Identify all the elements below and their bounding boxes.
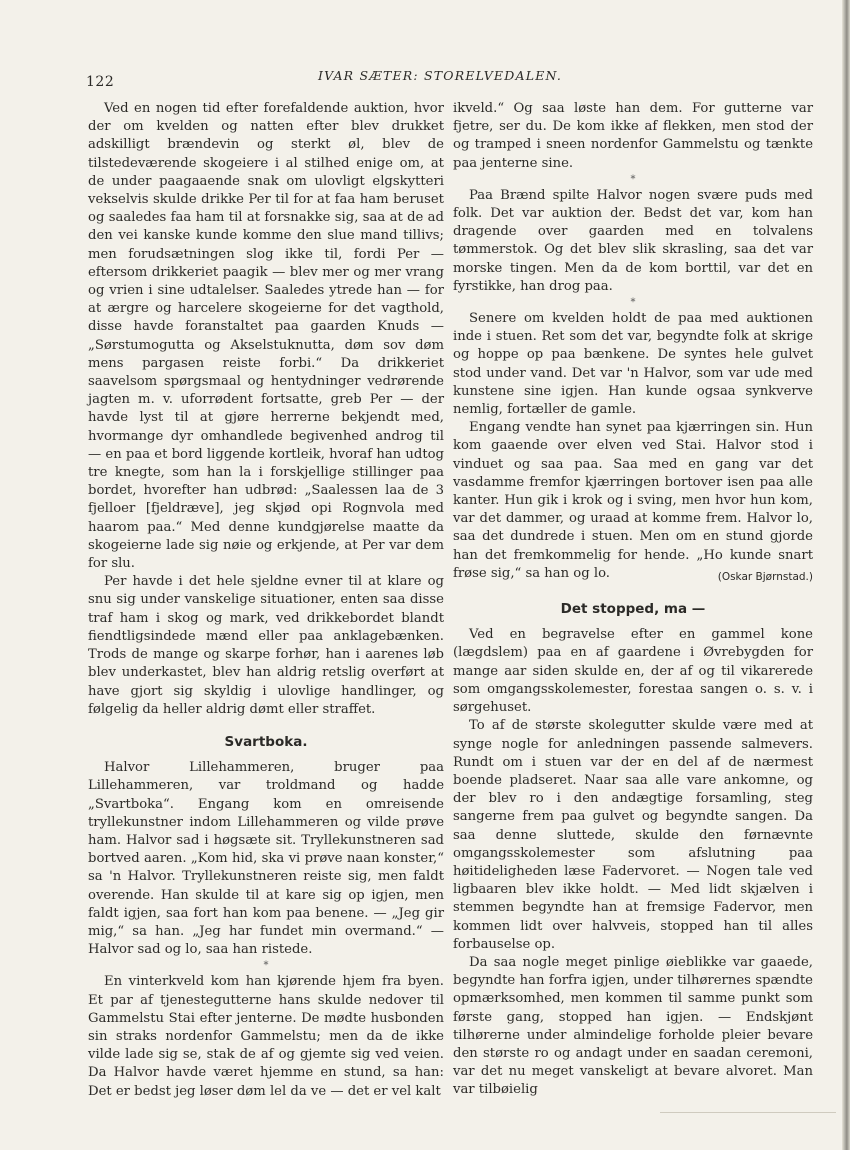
paragraph: To af de største skolegutter skulde være med at synge nogle for anledningen passende salmevers. Rundt om i stuen var der en del af de nærmest boende pladseret. Naar saa alle vare ankomne, og der blev ro i den andægtige forsamling, steg sangerne frem paa gulvet og begyndte sangen. Da saa denne sluttede, skulde den førnævnte omgangsskolemester som afslutning paa høitideligheden læse Fadervoret. — Nogen tale ved ligbaaren blev ikke holdt. — Med lidt skjælven i stemmen begyndte han at fremsige Fadervor, men kommen lidt over halvveis, stopped han til alles forbauselse op. <box>453 718 813 952</box>
section-title-det-stopped: Det stopped, ma — <box>560 601 706 618</box>
paragraph: En vinterkveld kom han kjørende hjem fra byen. Et par af tjenestegutterne hans skulde nedover til Gammelstu Stai efter jenterne. De mødte husbonden sin straks nordenfor Gammelstu; men da de ikke vilde lade sig se, stak de af og gjemte sig ved veien. Da Halvor havde været hjemme en stund, sa han: Det er bedst jeg løser døm lel da ve — det er vel kalt <box>88 974 444 1099</box>
section-title-svartboka: Svartboka. <box>224 733 308 750</box>
paragraph-continued: ikveld.“ Og saa løste han dem. For gutterne var fjetre, ser du. De kom ikke af flekken, men stod der og tramped i sneen nordenfor Gammelstu og tænkte paa jenterne sine. <box>453 101 813 171</box>
book-spine-edge <box>842 0 850 1150</box>
author-signature: (Oskar Bjørnstad.) <box>717 570 813 583</box>
paragraph: Ved en begravelse efter en gammel kone (lægdslem) paa en af gaardene i Øvrebygden for mange aar siden skulde en, der af og til vikarerede som omgangsskolemester, forestaa sangen o. s. v. i sørgehuset. <box>453 627 813 716</box>
paragraph: Ved en nogen tid efter forefaldende auktion, hvor der om kvelden og natten efter blev drukket adskilligt brændevin og sterkt øl, blev de tilstedeværende skogeiere i al stilhed enige om, at de under paagaaende snak om ulovligt elgskytteri vekselvis skulde drikke Per til for at faa ham beruset og saaledes faa ham til at forsnakke sig, saa at de ad den vei kanske kunde komme den slue mand tillivs; men forudsætningen slog ikke til, fordi Per — eftersom drikkeriet paagik — blev mer og mer vrang og vrien i sine udtalelser. Saaledes ytrede han — for at ærgre og harcelere skogeierne for det vagthold, disse havde foranstaltet paa gaarden Knuds — „Sørstumogutta og Akselstuknutta, døm sov døm mens pargasen reiste forbi.“ Da drikkeriet saavelsom spørgsmaal og hentydninger vedrørende jagten m. v. uforrødent fortsatte, greb Per — der havde lyst til at gjøre herrerne bekjendt med, hvormange dyr omhandlede begivenhed androg til — en paa et bord liggende kortleik, hvoraf han udtog tre knegte, som han la i forskjellige stillinger paa bordet, hvorefter han udbrød: „Saalessen laa de 3 fjelloer [fjeldræve], jeg skjød opi Rognvola med haarom paa.“ Med denne kundgjørelse maatte da skogeierne lade sig nøie og erkjende, at Per var dem for slu. <box>88 101 444 572</box>
right-column <box>453 100 813 1100</box>
section-separator-asterisk: * <box>630 297 636 309</box>
paragraph <box>453 419 813 583</box>
paragraph: Paa Brænd spilte Halvor nogen svære puds med folk. Det var auktion der. Bedst det var, kom han dragende over gaarden med en tolvalens tømmerstok. Og det blev slik skrasling, saa det var morske tingen. Men da de kom borttil, var det en fyrstikke, han drog paa. <box>453 187 813 294</box>
running-head: IVAR SÆTER: STORELVEDALEN. <box>317 68 563 83</box>
page-edge-line <box>660 1112 836 1113</box>
section-separator-asterisk: * <box>630 173 636 185</box>
paragraph: Per havde i det hele sjeldne evner til at klare og snu sig under vanskelige situationer, enten saa disse traf ham i skog og mark, ved drikkebordet blandt fiendtligsindede mænd eller paa anklagebænken. Trods de mange og skarpe forhør, han i aarenes løb blev underkastet, blev han aldrig retslig overført at have gjort sig skyldig i ulovlige handlinger, og følgelig da heller aldrig dømt eller straffet. <box>88 574 444 717</box>
left-column <box>88 100 444 1101</box>
paragraph: Da saa nogle meget pinlige øieblikke var gaaede, begyndte han forfra igjen, under tilhørernes spændte opmærksomhed, men kommen til samme punkt som første gang, stopped han igjen. — Endskjønt tilhørerne under almindelige forholde pleier bevare den største ro og andagt under en saadan ceremoni, var det nu meget vanskeligt at bevare alvoret. Man var tilbøielig <box>453 954 813 1098</box>
paragraph: Halvor Lillehammeren, bruger paa Lillehammeren, var troldmand og hadde „Svartboka“. Engang kom en omreisende tryllekunstner indom Lillehammeren og vilde prøve ham. Halvor sad i høgsæte sit. Tryllekunstneren sad bortved aaren. „Kom hid, ska vi prøve naan konster,“ sa 'n Halvor. Tryllekunstneren reiste sig, men faldt overende. Han skulde til at kare sig op igjen, men faldt igjen, saa fort han kom paa benene. — „Jeg gir mig,“ sa han. „Jeg har fundet min overmand.“ — Halvor sad og lo, saa han ristede. <box>88 760 444 958</box>
page-number: 122 <box>86 74 115 90</box>
section-separator-asterisk: * <box>263 960 269 972</box>
paragraph: Senere om kvelden holdt de paa med auktionen inde i stuen. Ret som det var, begyndte folk at skrige og hoppe op paa bænkene. De syntes hele gulvet stod under vand. Det var 'n Halvor, som var ude med kunstene sine igjen. Han kunde ogsaa synkverve nemlig, fortæller de gamle. <box>453 311 813 418</box>
paragraph-text: Engang vendte han synet paa kjærringen sin. Hun kom gaaende over elven ved Stai. Halvor stod i vinduet og saa paa. Saa med en gang var det vasdamme fremfor kjærringen bortover isen paa alle kanter. Hun gik i krok og i sving, men hvor hun kom, var det dammer, og uraad at komme frem. Halvor lo, saa det dundrede i stuen. Men om en stund gjorde han det fremkommelig for hende. „Ho kunde snart frøse sig,“ sa han og lo. <box>453 420 813 581</box>
